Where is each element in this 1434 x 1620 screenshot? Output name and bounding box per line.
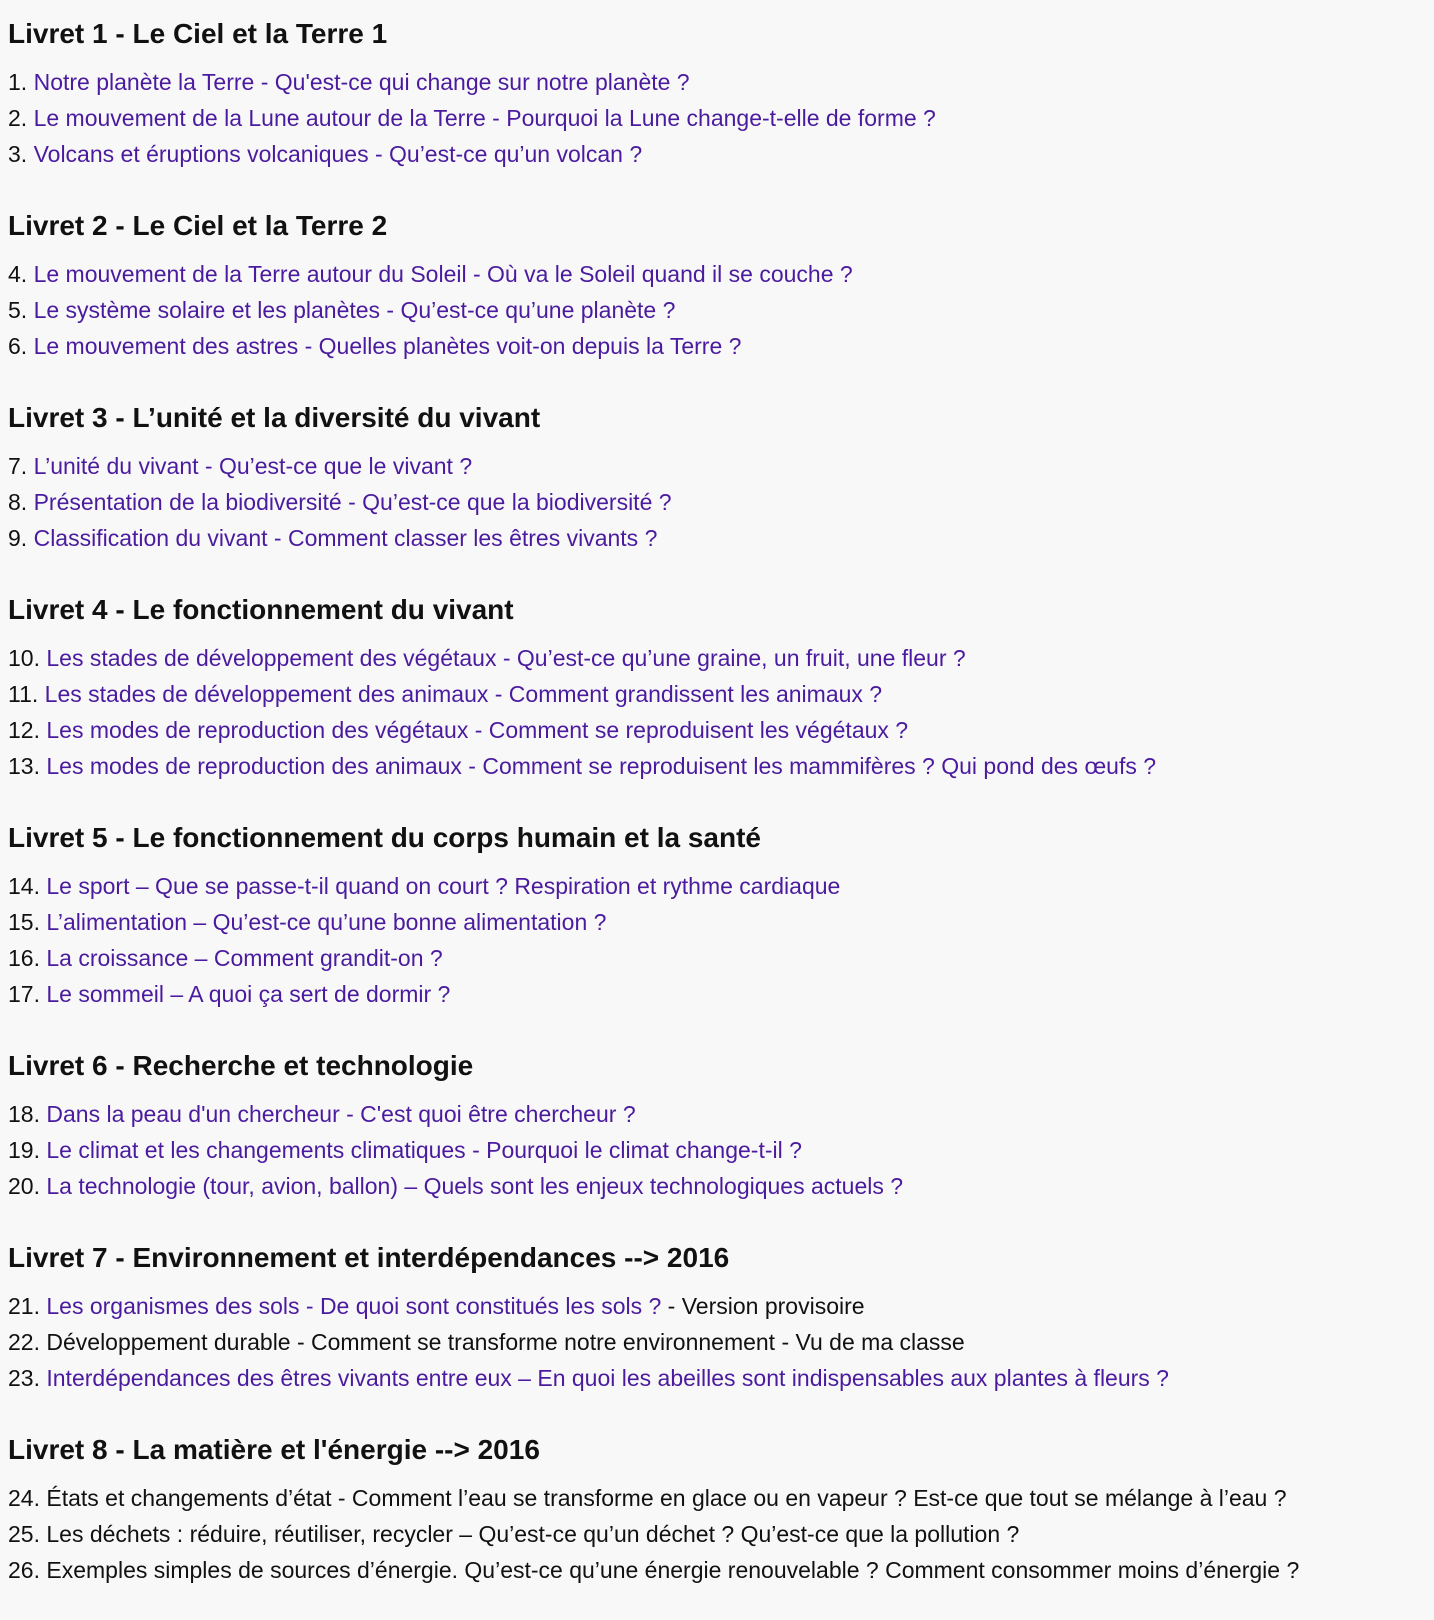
livret-title: Livret 1 - Le Ciel et la Terre 1 (8, 18, 388, 49)
list-item (8, 448, 1434, 484)
list-item (8, 1132, 1434, 1168)
list-item (8, 1480, 1434, 1516)
list-item (8, 904, 1434, 940)
item-number: 19. (8, 1137, 40, 1163)
item-text: Développement durable - Comment se transforme notre environnement - Vu de ma classe (46, 1329, 965, 1355)
item-link[interactable]: Le mouvement de la Terre autour du Soleil - Où va le Soleil quand il se couche ? (33, 261, 853, 287)
item-number: 14. (8, 873, 40, 899)
livret-item-list (8, 868, 1434, 1012)
list-item (8, 1360, 1434, 1396)
item-number: 11. (8, 681, 39, 707)
item-link[interactable]: Les organismes des sols - De quoi sont constitués les sols ? (46, 1293, 662, 1319)
list-item (8, 64, 1434, 100)
item-number: 2. (8, 105, 28, 131)
item-number: 18. (8, 1101, 40, 1127)
item-number: 7. (8, 453, 28, 479)
livret-item-list (8, 1288, 1434, 1396)
item-link[interactable]: La technologie (tour, avion, ballon) – Quels sont les enjeux technologiques actuels ? (46, 1173, 904, 1199)
livret-section (8, 1046, 1434, 1204)
list-item (8, 292, 1434, 328)
livret-section (8, 1430, 1434, 1588)
item-link[interactable]: Classification du vivant - Comment classer les êtres vivants ? (33, 525, 658, 551)
item-number: 5. (8, 297, 28, 323)
list-item (8, 748, 1434, 784)
item-number: 23. (8, 1365, 40, 1391)
item-text: Exemples simples de sources d’énergie. Qu’est-ce qu’une énergie renouvelable ? Comment consommer moins d’énergie ? (46, 1557, 1300, 1583)
item-link[interactable]: Notre planète la Terre - Qu'est-ce qui change sur notre planète ? (33, 69, 690, 95)
list-item (8, 868, 1434, 904)
livret-title: Livret 5 - Le fonctionnement du corps humain et la santé (8, 822, 762, 853)
list-item (8, 520, 1434, 556)
item-link[interactable]: Les modes de reproduction des végétaux - Comment se reproduisent les végétaux ? (46, 717, 909, 743)
item-number: 20. (8, 1173, 40, 1199)
item-link[interactable]: Interdépendances des êtres vivants entre eux – En quoi les abeilles sont indispensables aux plantes à fleurs ? (46, 1365, 1169, 1391)
livret-item-list (8, 448, 1434, 556)
item-number: 10. (8, 645, 40, 671)
list-item (8, 676, 1434, 712)
item-link[interactable]: Le système solaire et les planètes - Qu’est-ce qu’une planète ? (33, 297, 676, 323)
livret-section (8, 1238, 1434, 1396)
livret-section (8, 590, 1434, 784)
livret-title: Livret 3 - L’unité et la diversité du vivant (8, 402, 541, 433)
item-link[interactable]: Le mouvement des astres - Quelles planètes voit-on depuis la Terre ? (33, 333, 742, 359)
list-item (8, 256, 1434, 292)
item-number: 22. (8, 1329, 40, 1355)
item-number: 3. (8, 141, 28, 167)
list-item (8, 1096, 1434, 1132)
livret-title: Livret 4 - Le fonctionnement du vivant (8, 594, 514, 625)
item-number: 26. (8, 1557, 40, 1583)
livret-title: Livret 2 - Le Ciel et la Terre 2 (8, 210, 388, 241)
livret-section (8, 818, 1434, 1012)
item-number: 8. (8, 489, 28, 515)
list-item (8, 1168, 1434, 1204)
list-item (8, 1324, 1434, 1360)
item-link[interactable]: Les modes de reproduction des animaux - Comment se reproduisent les mammifères ? Qui pond des œufs ? (46, 753, 1157, 779)
livret-item-list (8, 256, 1434, 364)
item-number: 13. (8, 753, 40, 779)
list-item (8, 136, 1434, 172)
item-number: 9. (8, 525, 28, 551)
item-number: 6. (8, 333, 28, 359)
item-link[interactable]: Les stades de développement des végétaux - Qu’est-ce qu’une graine, un fruit, une fleur ? (46, 645, 966, 671)
livret-title: Livret 7 - Environnement et interdépendances --> 2016 (8, 1242, 730, 1273)
item-link[interactable]: L’unité du vivant - Qu’est-ce que le vivant ? (33, 453, 473, 479)
livret-section (8, 398, 1434, 556)
item-number: 15. (8, 909, 40, 935)
livret-title: Livret 6 - Recherche et technologie (8, 1050, 474, 1081)
item-text: États et changements d’état - Comment l’eau se transforme en glace ou en vapeur ? Est-ce que tout se mélange à l’eau ? (46, 1485, 1287, 1511)
item-link[interactable]: Dans la peau d'un chercheur - C'est quoi être chercheur ? (46, 1101, 636, 1127)
list-item (8, 100, 1434, 136)
list-item (8, 940, 1434, 976)
item-link[interactable]: La croissance – Comment grandit-on ? (46, 945, 443, 971)
item-link[interactable]: Le sommeil – A quoi ça sert de dormir ? (46, 981, 451, 1007)
item-number: 4. (8, 261, 28, 287)
livret-item-list (8, 64, 1434, 172)
item-text: Les déchets : réduire, réutiliser, recycler – Qu’est-ce qu’un déchet ? Qu’est-ce que la pollution ? (46, 1521, 1020, 1547)
livret-item-list (8, 640, 1434, 784)
list-item (8, 640, 1434, 676)
item-number: 25. (8, 1521, 40, 1547)
livret-section (8, 206, 1434, 364)
list-item (8, 1552, 1434, 1588)
list-item (8, 976, 1434, 1012)
item-number: 16. (8, 945, 40, 971)
item-link[interactable]: Présentation de la biodiversité - Qu’est-ce que la biodiversité ? (33, 489, 672, 515)
list-item (8, 484, 1434, 520)
item-link[interactable]: L’alimentation – Qu’est-ce qu’une bonne alimentation ? (46, 909, 607, 935)
item-link[interactable]: Le sport – Que se passe-t-il quand on court ? Respiration et rythme cardiaque (46, 873, 841, 899)
item-text: - Version provisoire (661, 1293, 865, 1319)
list-item (8, 328, 1434, 364)
item-link[interactable]: Les stades de développement des animaux - Comment grandissent les animaux ? (44, 681, 883, 707)
list-item (8, 1288, 1434, 1324)
item-number: 24. (8, 1485, 40, 1511)
item-link[interactable]: Volcans et éruptions volcaniques - Qu’est-ce qu’un volcan ? (33, 141, 643, 167)
livret-item-list (8, 1480, 1434, 1588)
item-number: 1. (8, 69, 28, 95)
list-item (8, 1516, 1434, 1552)
livret-section (8, 14, 1434, 172)
item-number: 12. (8, 717, 40, 743)
item-link[interactable]: Le climat et les changements climatiques - Pourquoi le climat change-t-il ? (46, 1137, 802, 1163)
list-item (8, 712, 1434, 748)
livret-item-list (8, 1096, 1434, 1204)
item-link[interactable]: Le mouvement de la Lune autour de la Terre - Pourquoi la Lune change-t-elle de forme ? (33, 105, 936, 131)
item-number: 17. (8, 981, 40, 1007)
item-number: 21. (8, 1293, 40, 1319)
livret-title: Livret 8 - La matière et l'énergie --> 2016 (8, 1434, 540, 1465)
